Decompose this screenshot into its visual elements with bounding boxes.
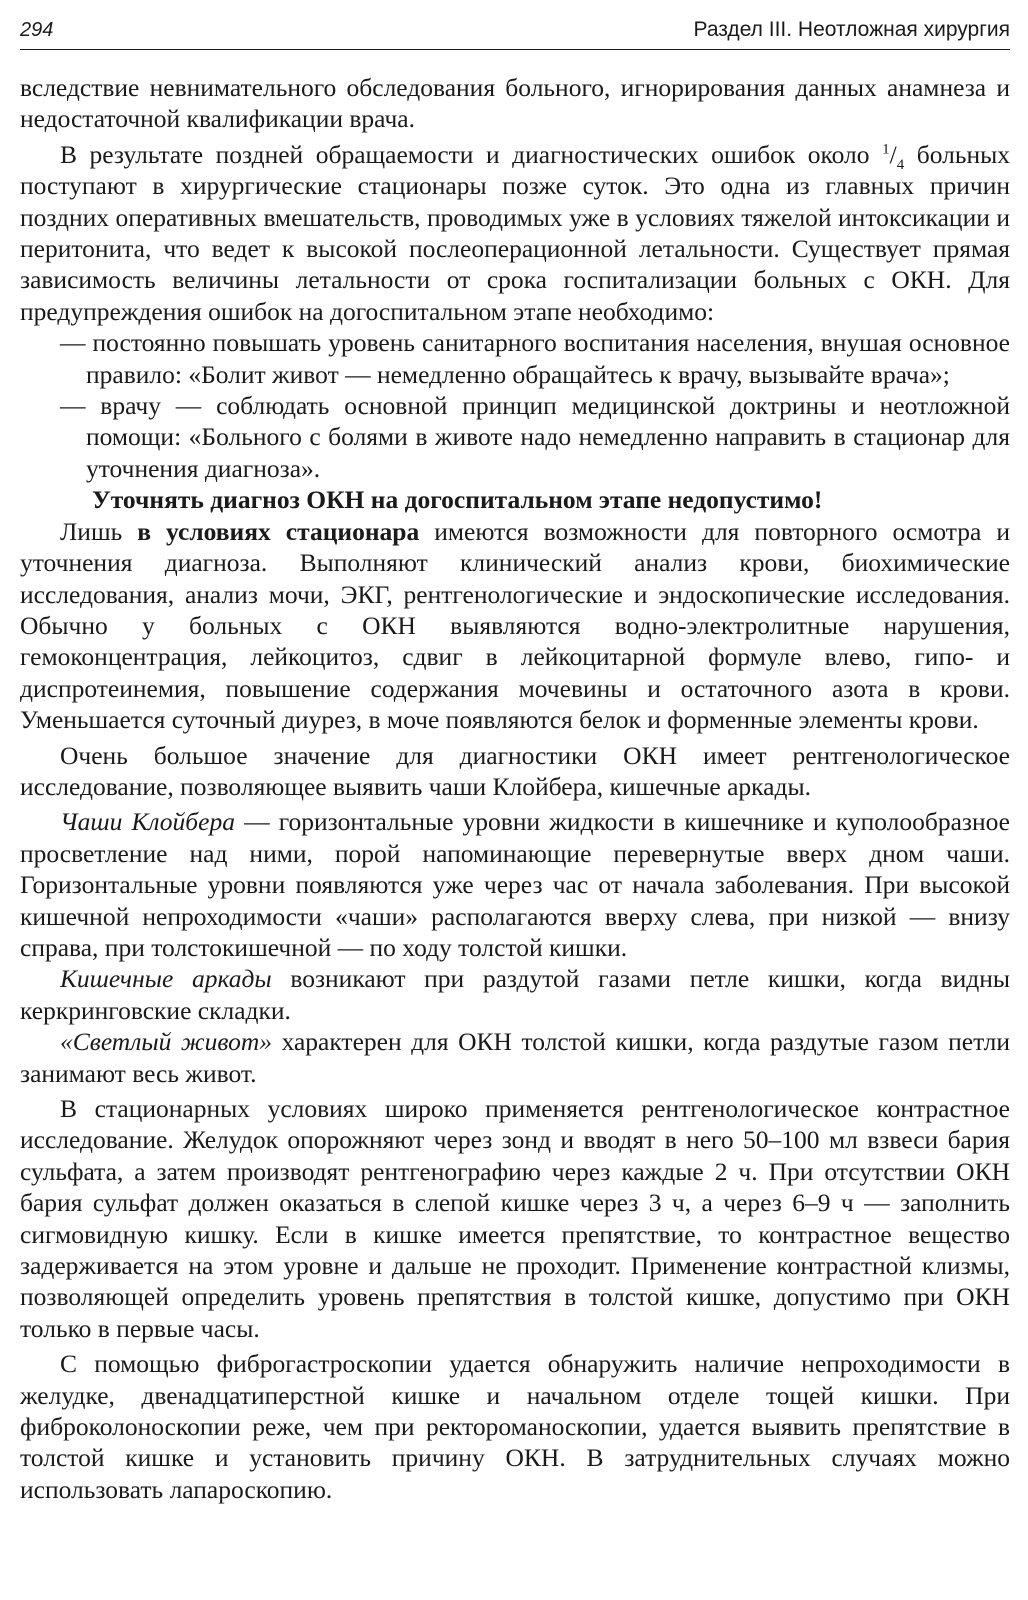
paragraph-light-abdomen — [20, 1026, 1010, 1089]
paragraph-endoscopy: С помощью фиброгастроскопии удается обнаружить наличие непроходимости в желудке, двенадцатиперстной кишке и начальном отделе тощей кишки. При фиброколоноскопии реже, чем при ректороманоскопии, удается выявить препятствие в толстой кишке и установить причину ОКН. В затруднительных случаях можно использовать лапароскопию. — [20, 1349, 1010, 1504]
paragraph-xray: Очень большое значение для диагностики ОКН имеет рентгенологическое исследование, позволяющее выявить чаши Клойбера, кишечные аркады. — [20, 740, 1010, 801]
emphasis-statement: Уточнять диагноз ОКН на догоспитальном этапе недопустимо! — [92, 485, 823, 515]
page-number: 294 — [20, 19, 54, 41]
book-page — [20, 18, 1010, 1505]
italic-term: Чаши Клойбера — [60, 807, 235, 837]
paragraph-text: Лишь — [60, 516, 138, 546]
paragraph-text: возникают при раздутой газами петле кишки, когда видны керкринговские складки. — [20, 964, 1010, 1025]
paragraph-hospital — [20, 516, 1010, 736]
bold-phrase: в условиях стационара — [137, 516, 420, 546]
fraction-one-quarter — [882, 139, 905, 173]
paragraph-text: имеются возможности для повторного осмотра и уточнения диагноза. Выполняют клинический анализ крови, биохимические исследования, анализ мочи, ЭКГ, рентгенологические и эндоскопические исследования. Обычно у больных с ОКН выявляются водно-электролитные нарушения, гемоконцентрация, лейкоцитоз, сдвиг в лейкоцитарной формуле влево, гипо- и диспротеинемия, повышение содержания мочевины и остаточного азота в крови. Уменьшается суточный диурез, в моче появляются белок и форменные элементы крови. — [20, 516, 1010, 735]
paragraph-text: В результате поздней обращаемости и диагностических ошибок около — [60, 139, 870, 169]
paragraph-text: характерен для ОКН толстой кишки, когда раздутые газом петли занимают весь живот. — [20, 1027, 1011, 1088]
paragraph-text: больных поступают в хирургические стационары позже суток. Это одна из главных причин поздних оперативных вмешательств, проводимых уже в условиях тяжелой интоксикации и перитонита, что ведет к высокой послеоперационной летальности. Существует прямая зависимость величины летальности от срока госпитализации больных с ОКН. Для предупреждения ошибок на догоспитальном этапе необходимо: — [20, 139, 1011, 326]
paragraph-continuation: вследствие невнимательного обследования больного, игнорирования данных анамнеза и недостаточной квалификации врача. — [20, 73, 1010, 134]
fraction-slash: / — [889, 139, 897, 169]
section-title: Раздел III. Неотложная хирургия — [693, 18, 1010, 41]
fraction-numerator: 1 — [882, 141, 890, 158]
italic-term: «Светлый живот» — [60, 1027, 273, 1057]
paragraph-intestinal-arcades — [20, 963, 1010, 1026]
list-item-population: — постоянно повышать уровень санитарного воспитания населения, внушая основное правило: «Болит живот — немедленно обращайтесь к врачу, вызывайте врача»; — [60, 328, 1010, 389]
paragraph-contrast-study: В стационарных условиях широко применяется рентгенологическое контрастное исследование. Желудок опорожняют через зонд и вводят в него 50–100 мл взвеси бария сульфата, а затем производят рентгенографию через каждые 2 ч. При отсутствии ОКН бария сульфат должен оказаться в слепой кишке через 3 ч, а через 6–9 ч — заполнить сигмовидную кишку. Если в кишке имеется препятствие, то контрастное вещество задерживается на этом уровне и дальше не проходит. Применение контрастной клизмы, позволяющей определить уровень препятствия в толстой кишке, допустимо при ОКН только в первые часы. — [20, 1094, 1010, 1343]
italic-term: Кишечные аркады — [60, 964, 272, 994]
body-text — [20, 72, 1010, 1505]
paragraph-kloiber-cups — [20, 806, 1010, 963]
list-item-doctor: — врачу — соблюдать основной принцип медицинской доктрины и неотложной помощи: «Больного с болями в животе надо немедленно направить в стационар для уточнения диагноза». — [60, 391, 1010, 483]
paragraph-late-admission — [20, 139, 1010, 327]
paragraph-text: — горизонтальные уровни жидкости в кишечнике и куполообразное просветление над ними, порой напоминающие перевернутые вверх дном чаши. Горизонтальные уровни появляются уже через час от начала заболевания. При высокой кишечной непроходимости «чаши» располагаются вверху слева, при низкой — внизу справа, при толстокишечной — по ходу толстой кишки. — [20, 807, 1010, 962]
running-header — [20, 18, 1010, 50]
fraction-denominator: 4 — [896, 156, 905, 173]
